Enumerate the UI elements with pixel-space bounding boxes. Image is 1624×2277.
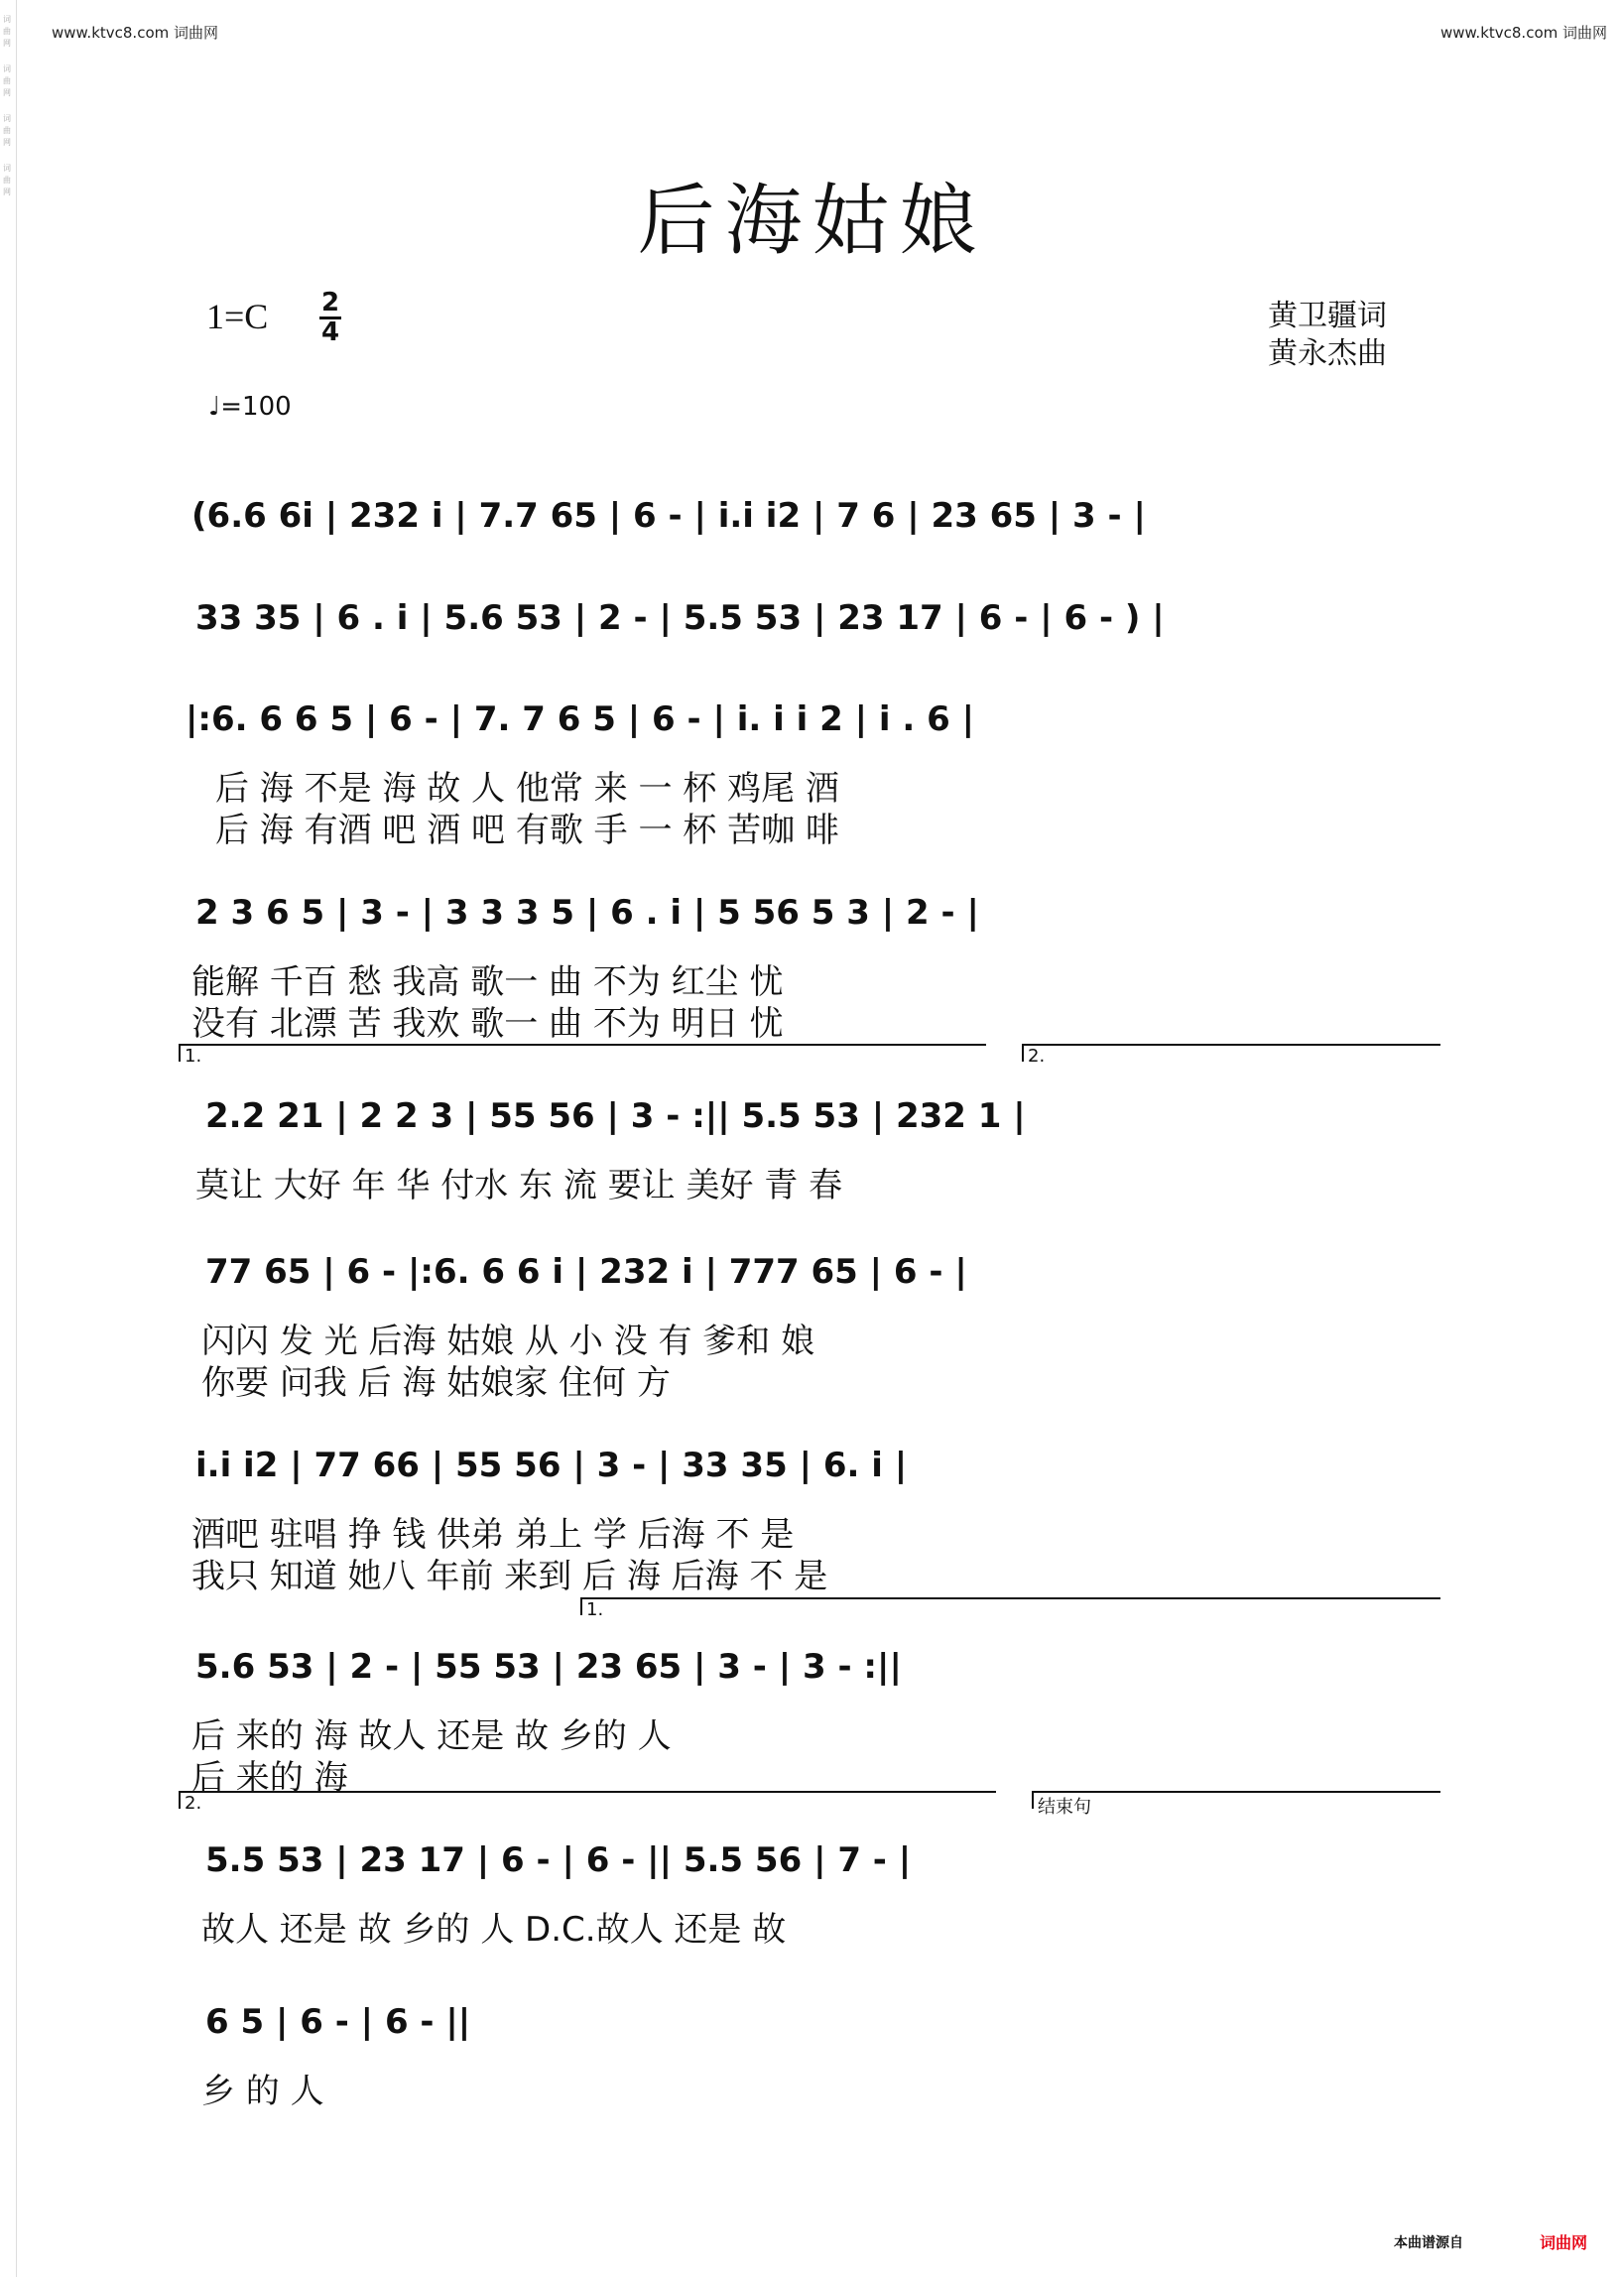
notation: 5.5 53 | 23 17 | 6 - | 6 - || 5.5 56 | 7 - | (205, 1840, 912, 1880)
header-left: www.ktvc8.com 词曲网 (52, 24, 219, 42)
first-ending-bracket (179, 1044, 986, 1067)
score-line-5 (184, 1096, 1443, 1255)
side-watermark: 词曲网 (3, 64, 11, 97)
song-title: 后海姑娘 (637, 177, 987, 266)
credits (1268, 298, 1387, 373)
ending-label: 结束句 (1038, 1797, 1091, 1818)
side-watermark: 词曲网 (3, 114, 11, 147)
lyric-verse-2: 后 海 有酒 吧 酒 吧 有歌 手 一 杯 苦咖 啡 (215, 811, 839, 850)
notation: 2 3 6 5 | 3 - | 3 3 3 5 | 6 . i | 5 56 5 3 | 2 - | (195, 893, 979, 933)
first-ending-label: 1. (185, 1046, 202, 1067)
first-ending-label: 1. (586, 1599, 604, 1620)
footer-source-text: 本曲谱源自 (1394, 2235, 1463, 2251)
lyric-verse-2: 没有 北漂 苦 我欢 歌一 曲 不为 明日 忧 (191, 1004, 784, 1044)
score-line-4 (184, 893, 1443, 1052)
notation: 2.2 21 | 2 2 3 | 55 56 | 3 - :|| 5.5 53 | 232 1 | (205, 1096, 1026, 1136)
notation: 33 35 | 6 . i | 5.6 53 | 2 - | 5.5 53 | 23 17 | 6 - | 6 - ) | (195, 598, 1165, 638)
ending-bracket (1032, 1791, 1440, 1818)
notation: (6.6 6i | 232 i | 7.7 65 | 6 - | i.i i2 | 7 6 | 23 65 | 3 - | (191, 496, 1146, 536)
lyric-verse-1: 莫让 大好 年 华 付水 东 流 要让 美好 青 春 (195, 1166, 843, 1205)
score-line-8 (184, 1647, 1443, 1806)
lyric-verse-1: 闪闪 发 光 后海 姑娘 从 小 没 有 爹和 娘 (201, 1322, 815, 1361)
notation: 6 5 | 6 - | 6 - || (205, 2002, 471, 2042)
notation: 5.6 53 | 2 - | 55 53 | 23 65 | 3 - | 3 - :|| (195, 1647, 902, 1687)
side-watermark: 词曲网 (3, 164, 11, 196)
first-ending-bracket-2 (580, 1597, 1440, 1620)
lyric-verse-1: 乡 的 人 (201, 2072, 324, 2111)
lyric-verse-1: 后 来的 海 故人 还是 故 乡的 人 (191, 1716, 672, 1756)
score-line-10 (184, 2002, 1443, 2161)
notation: i.i i2 | 77 66 | 55 56 | 3 - | 33 35 | 6. i | (195, 1446, 908, 1485)
score-line-6 (184, 1252, 1443, 1411)
lyric-verse-2: 后 来的 海 (191, 1758, 348, 1798)
second-ending-bracket (1022, 1044, 1440, 1067)
time-signature (319, 290, 341, 346)
time-signature-top: 2 (320, 288, 340, 317)
notation: |:6. 6 6 5 | 6 - | 7. 7 6 5 | 6 - | i. i i 2 | i . 6 | (186, 699, 974, 739)
tempo-marking: ♩=100 (208, 392, 292, 422)
lyric-verse-2: 你要 问我 后 海 姑娘家 住何 方 (201, 1363, 671, 1403)
second-ending-label: 2. (185, 1793, 202, 1814)
score-line-9 (184, 1840, 1443, 1999)
lyric-verse-1: 故人 还是 故 乡的 人 D.C.故人 还是 故 (201, 1910, 787, 1950)
key-signature: 1=C (206, 297, 269, 336)
side-watermark: 词曲网 (3, 15, 11, 48)
lyric-verse-1: 能解 千百 愁 我高 歌一 曲 不为 红尘 忧 (191, 962, 784, 1002)
second-ending-bracket-2 (179, 1791, 996, 1814)
lyric-verse-1: 酒吧 驻唱 挣 钱 供弟 弟上 学 后海 不 是 (191, 1515, 795, 1555)
second-ending-label: 2. (1028, 1046, 1046, 1067)
lyric-verse-1: 后 海 不是 海 故 人 他常 来 一 杯 鸡尾 酒 (215, 769, 839, 809)
lyricist: 黄卫疆词 (1268, 299, 1387, 333)
side-watermark-strip (0, 0, 17, 2277)
footer-site-logo: 词曲网 (1540, 2233, 1588, 2252)
score-line-7 (184, 1446, 1443, 1604)
lyric-verse-2: 我只 知道 她八 年前 来到 后 海 后海 不 是 (191, 1557, 828, 1596)
notation: 77 65 | 6 - |:6. 6 6 i | 232 i | 777 65 | 6 - | (205, 1252, 967, 1292)
score-line-3 (184, 699, 1443, 858)
composer: 黄永杰曲 (1268, 336, 1387, 371)
time-signature-bottom: 4 (320, 317, 340, 347)
header-right: www.ktvc8.com 词曲网 (1440, 24, 1608, 42)
